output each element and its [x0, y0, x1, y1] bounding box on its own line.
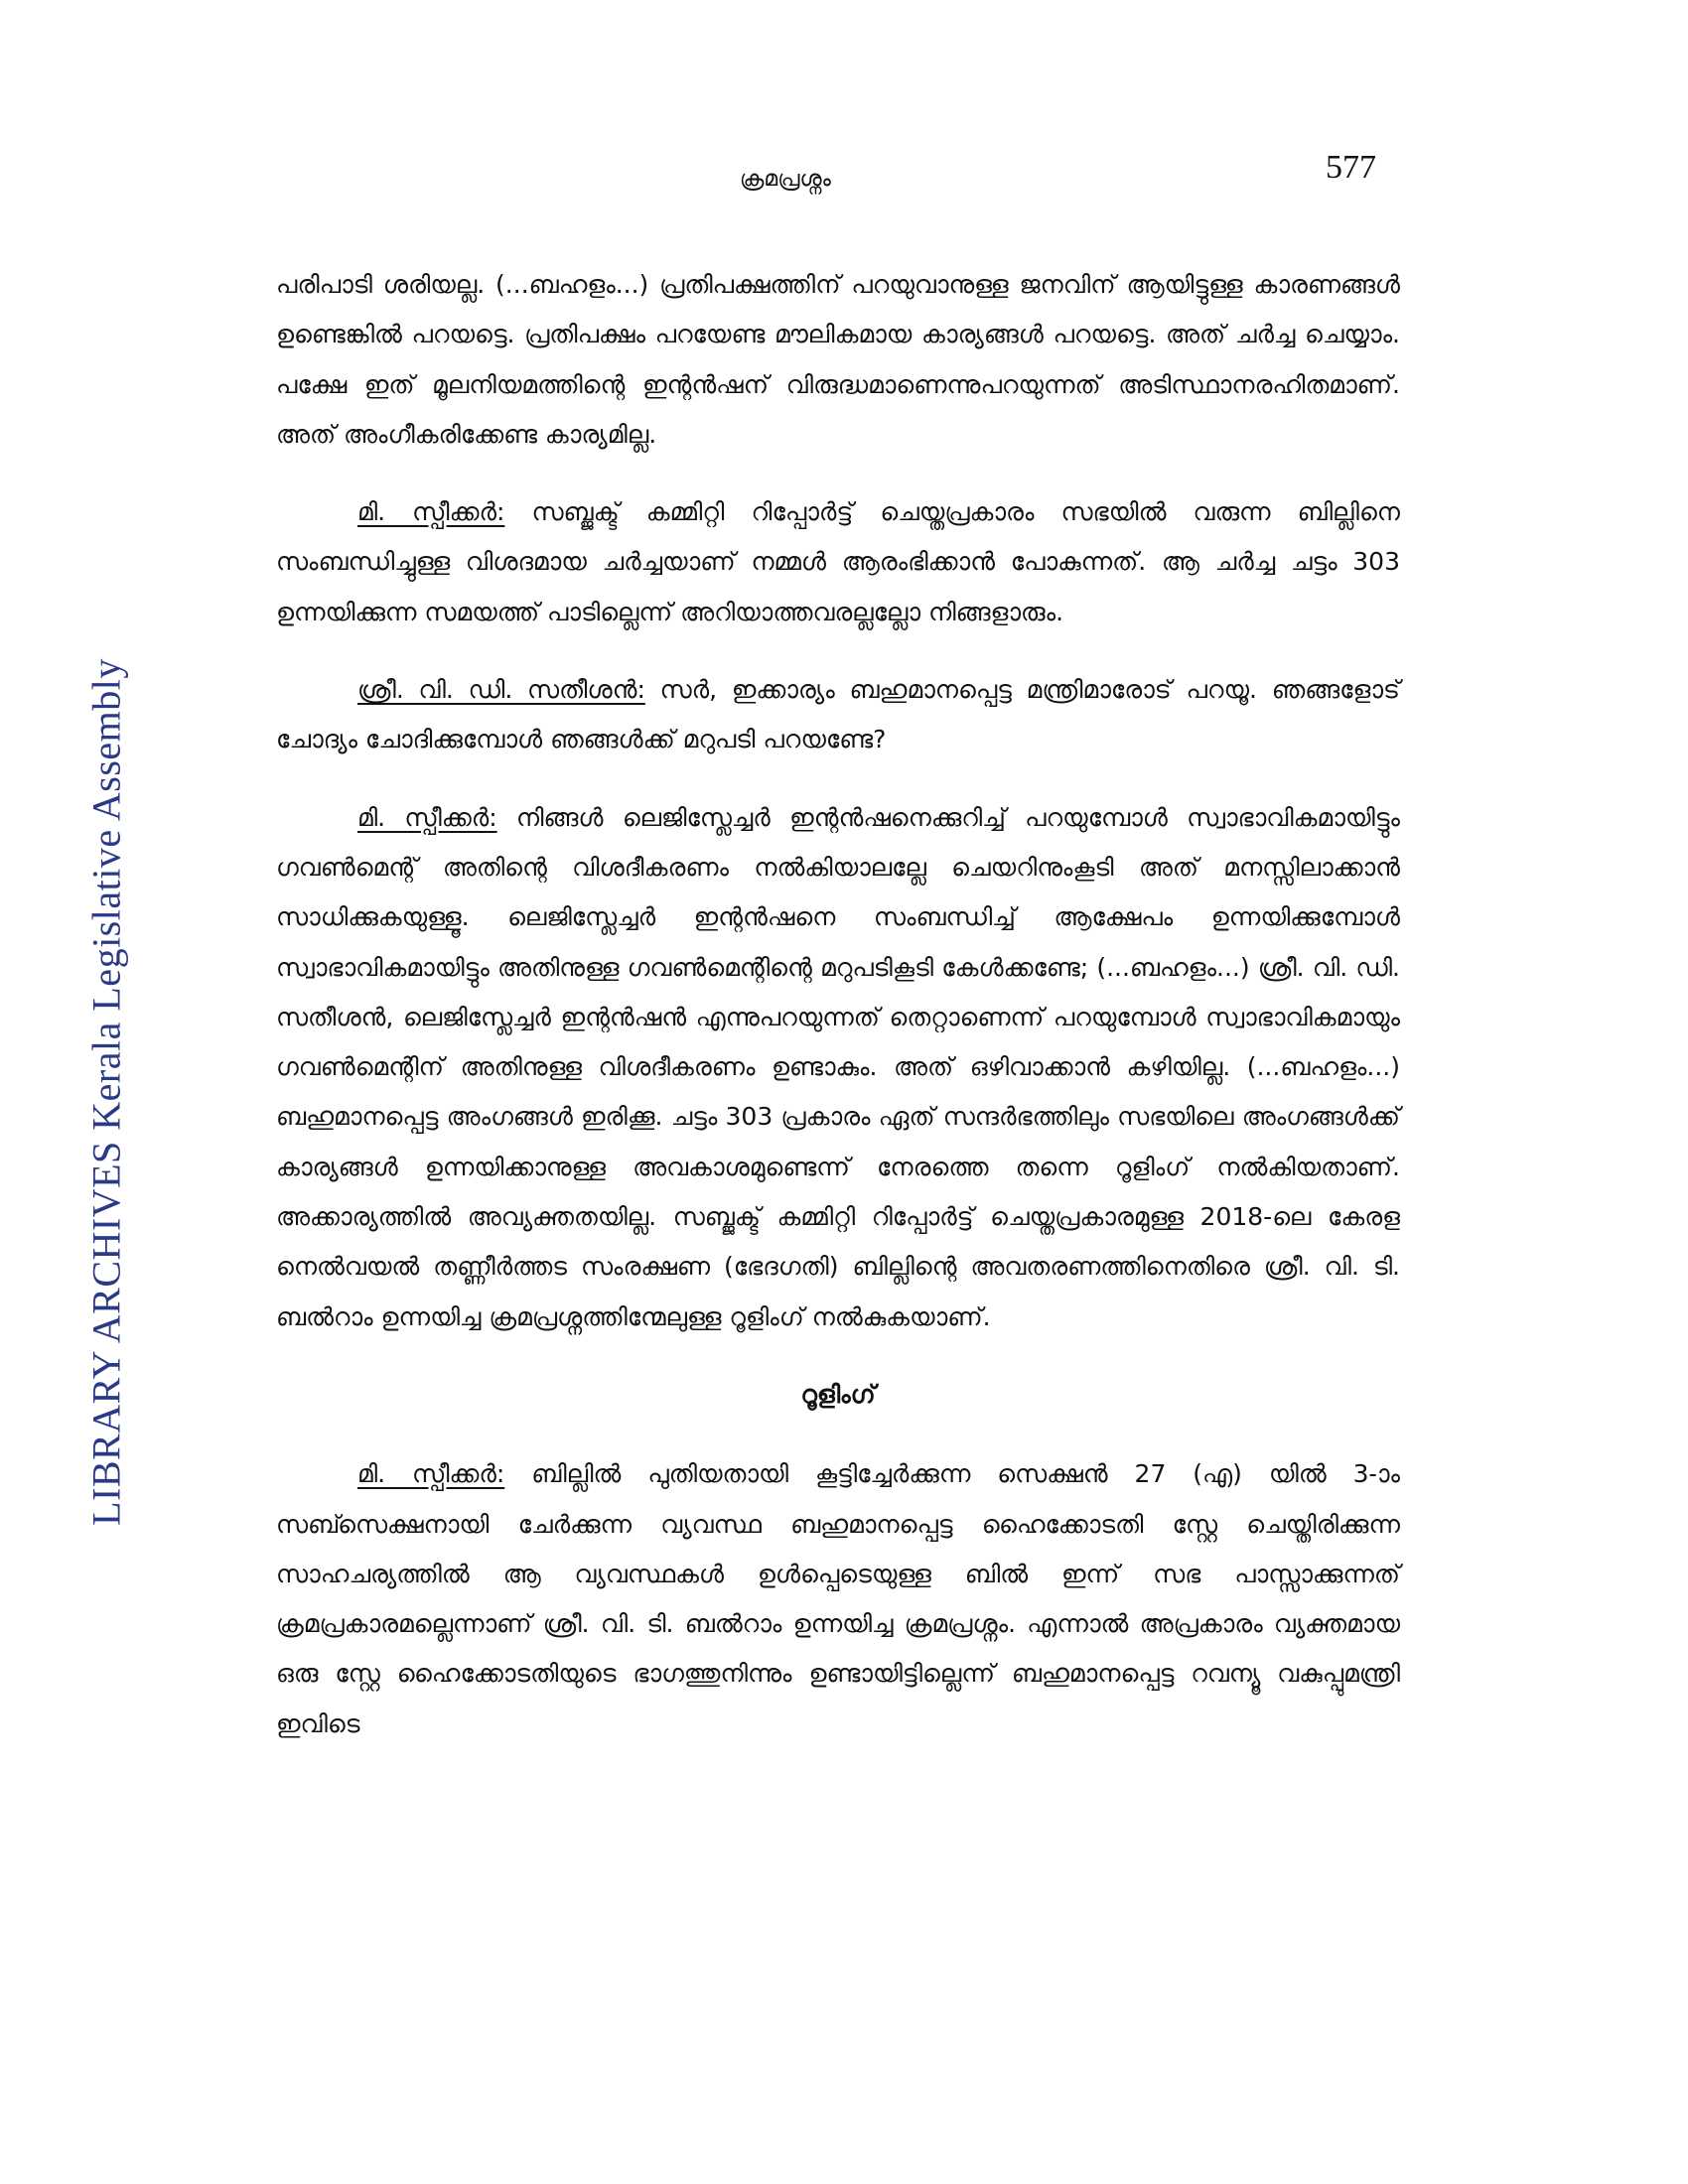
paragraph-continuation [276, 260, 1400, 460]
page-header [0, 149, 1688, 208]
paragraph-text: പരിപാടി ശരിയല്ല. (...ബഹളം...) പ്രതിപക്ഷത്തിന് പറയുവാനുള്ള ജനവിന് ആയിട്ടുള്ള കാരണങ്ങൾ ഉണ്ടെങ്കിൽ പറയട്ടെ. പ്രതിപക്ഷം പറയേണ്ട മൗലികമായ കാര്യങ്ങൾ പറയട്ടെ. അത് ചർച്ച ചെയ്യാം. പക്ഷേ ഇത് മൂലനിയമത്തിന്റെ ഇന്റൻഷന് വിരുദ്ധമാണെന്നുപറയുന്നത് അടിസ്ഥാനരഹിതമാണ്. അത് അംഗീകരിക്കേണ്ട കാര്യമില്ല. [276, 270, 1400, 449]
speaker-name: മി. സ്പീക്കർ: [357, 497, 505, 527]
paragraph-text: സബ്ജക്ട് കമ്മിറ്റി റിപ്പോർട്ട് ചെയ്തപ്രകാരം സഭയിൽ വരുന്ന ബില്ലിനെ സംബന്ധിച്ചുള്ള വിശദമായ ചർച്ചയാണ് നമ്മൾ ആരംഭിക്കാൻ പോകുന്നത്. ആ ചർച്ച ചട്ടം 303 ഉന്നയിക്കുന്ന സമയത്ത് പാടില്ലെന്ന് അറിയാത്തവരല്ലല്ലോ നിങ്ങളാരും. [276, 497, 1400, 626]
paragraph-ruling [276, 1449, 1400, 1749]
section-heading: റൂളിംഗ് [800, 1379, 876, 1409]
page-number: 577 [1326, 149, 1376, 186]
page-body [276, 260, 1400, 1777]
paragraph-speaker-2 [276, 665, 1400, 765]
speaker-name: മി. സ്പീക്കർ: [357, 1459, 505, 1489]
paragraph-text: സർ, ഇക്കാര്യം ബഹുമാനപ്പെട്ട മന്ത്രിമാരോട് പറയൂ. ഞങ്ങളോട് ചോദ്യം ചോദിക്കുമ്പോൾ ഞങ്ങൾക്ക് മറുപടി പറയണ്ടേ? [276, 675, 1400, 754]
paragraph-speaker-1 [276, 487, 1400, 637]
paragraph-text: ബില്ലിൽ പുതിയതായി കൂട്ടിച്ചേർക്കുന്ന സെക്ഷൻ 27 (എ) യിൽ 3-ാം സബ്സെക്ഷനായി ചേർക്കുന്ന വ്യവസ്ഥ ബഹുമാനപ്പെട്ട ഹൈക്കോടതി സ്റ്റേ ചെയ്തിരിക്കുന്ന സാഹചര്യത്തിൽ ആ വ്യവസ്ഥകൾ ഉൾപ്പെടെയുള്ള ബിൽ ഇന്ന് സഭ പാസ്സാക്കുന്നത് ക്രമപ്രകാരമല്ലെന്നാണ് ശ്രീ. വി. ടി. ബൽറാം ഉന്നയിച്ച ക്രമപ്രശ്നം. എന്നാൽ അപ്രകാരം വ്യക്തമായ ഒരു സ്റ്റേ ഹൈക്കോടതിയുടെ ഭാഗത്തുനിന്നും ഉണ്ടായിട്ടില്ലെന്ന് ബഹുമാനപ്പെട്ട റവന്യൂ വകുപ്പുമന്ത്രി ഇവിടെ [276, 1459, 1400, 1738]
speaker-name: മി. സ്പീക്കർ: [357, 802, 497, 832]
paragraph-speaker-3 [276, 793, 1400, 1342]
archive-watermark: LIBRARY ARCHIVES Kerala Legislative Assembly [83, 658, 129, 1526]
speaker-name: ശ്രീ. വി. ഡി. സതീശൻ: [357, 675, 645, 705]
running-head: ക്രമപ്രശ്നം [740, 167, 831, 192]
paragraph-text: നിങ്ങൾ ലെജിസ്ലേച്ചർ ഇന്റൻഷനെക്കുറിച്ച് പറയുമ്പോൾ സ്വാഭാവികമായിട്ടും ഗവൺമെന്റ് അതിന്റെ വിശദീകരണം നൽകിയാലല്ലേ ചെയറിനുംകൂടി അത് മനസ്സിലാക്കാൻ സാധിക്കുകയുള്ളൂ. ലെജിസ്ലേച്ചർ ഇന്റൻഷനെ സംബന്ധിച്ച് ആക്ഷേപം ഉന്നയിക്കുമ്പോൾ സ്വാഭാവികമായിട്ടും അതിനുള്ള ഗവൺമെന്റിന്റെ മറുപടികൂടി കേൾക്കണ്ടേ; (...ബഹളം...) ശ്രീ. വി. ഡി. സതീശൻ, ലെജിസ്ലേച്ചർ ഇന്റൻഷൻ എന്നുപറയുന്നത് തെറ്റാണെന്ന് പറയുമ്പോൾ സ്വാഭാവികമായും ഗവൺമെന്റിന് അതിനുള്ള വിശദീകരണം ഉണ്ടാകും. അത് ഒഴിവാക്കാൻ കഴിയില്ല. (...ബഹളം...) ബഹുമാനപ്പെട്ട അംഗങ്ങൾ ഇരിക്കൂ. ചട്ടം 303 പ്രകാരം ഏത് സന്ദർഭത്തിലും സഭയിലെ അംഗങ്ങൾക്ക് കാര്യങ്ങൾ ഉന്നയിക്കാനുള്ള അവകാശമുണ്ടെന്ന് നേരത്തെ തന്നെ റൂളിംഗ് നൽകിയതാണ്. അക്കാര്യത്തിൽ അവ്യക്തതയില്ല. സബ്ജക്ട് കമ്മിറ്റി റിപ്പോർട്ട് ചെയ്തപ്രകാരമുള്ള 2018-ലെ കേരള നെൽവയൽ തണ്ണീർത്തട സംരക്ഷണ (ഭേദഗതി) ബില്ലിന്റെ അവതരണത്തിനെതിരെ ശ്രീ. വി. ടി. ബൽറാം ഉന്നയിച്ച ക്രമപ്രശ്നത്തിന്മേലുള്ള റൂളിംഗ് നൽകുകയാണ്. [276, 802, 1400, 1331]
